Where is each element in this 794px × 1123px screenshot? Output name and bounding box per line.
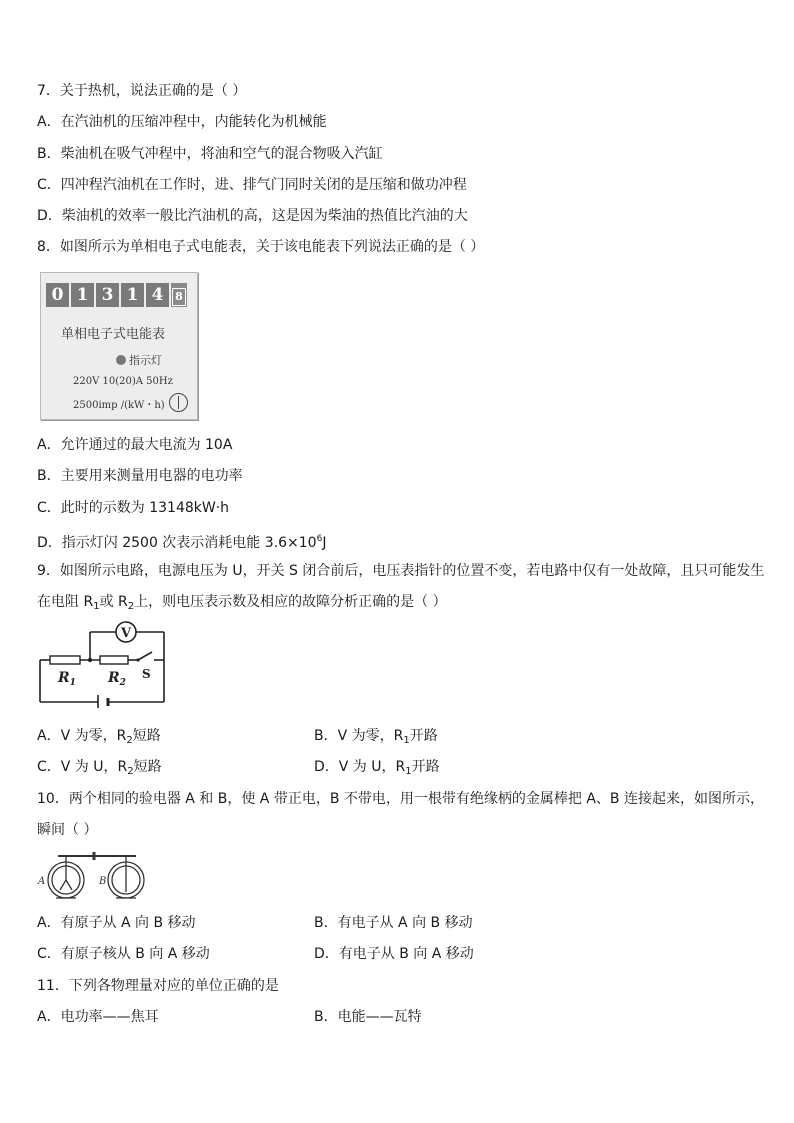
q8-option-b: B．主要用来测量用电器的电功率 xyxy=(37,468,243,484)
q7-option-a: A．在汽油机的压缩冲程中，内能转化为机械能 xyxy=(37,114,327,130)
indicator-lamp-icon xyxy=(116,355,126,365)
meter-digit: 4 xyxy=(146,283,169,307)
q9-option-b: B．V 为零，$R_1$开路 xyxy=(314,728,438,746)
meter-digits xyxy=(46,283,187,307)
phase-symbol-icon xyxy=(169,393,188,412)
meter-digit: 3 xyxy=(96,283,119,307)
q7-option-c: C．四冲程汽油机在工作时，进、排气门同时关闭的是压缩和做功冲程 xyxy=(37,177,467,193)
q8-option-a: A．允许通过的最大电流为 10A xyxy=(37,437,233,453)
resistor-r1-icon xyxy=(50,656,80,664)
q9-stem-line1: 9．如图所示电路，电源电压为 U，开关 S 闭合前后，电压表指针的位置不变，若电路中仅有一处故障，且只可能发生 xyxy=(37,563,765,579)
q9-option-d: D．V 为 U，$R_1$开路 xyxy=(314,759,440,777)
meter-spec-constant: 2500imp /(kW・h) xyxy=(73,400,165,411)
meter-digit: 0 xyxy=(46,283,69,307)
meter-spec-rating: 220V 10(20)A 50Hz xyxy=(73,376,173,387)
q10-option-c: C．有原子核从 B 向 A 移动 xyxy=(37,946,210,962)
electroscope-figure xyxy=(36,848,156,900)
circuit-diagram xyxy=(36,616,170,708)
meter-digit: 1 xyxy=(71,283,94,307)
switch-label: S xyxy=(142,667,151,681)
meter-title: 单相电子式电能表 xyxy=(61,327,166,342)
q9-stem-line2: 在电阻 $R_1$或 $R_2$上，则电压表示数及相应的故障分析正确的是（ ） xyxy=(37,594,447,612)
q9-option-a: A．V 为零，$R_2$短路 xyxy=(37,728,161,746)
indicator-label: 指示灯 xyxy=(129,354,162,367)
q7-stem: 7．关于热机，说法正确的是（ ） xyxy=(37,83,247,99)
electroscope-a-label: A xyxy=(38,876,46,887)
meter-indicator xyxy=(116,352,162,368)
electroscope-b-label: B xyxy=(99,876,107,887)
q9-option-c: C．V 为 U，$R_2$短路 xyxy=(37,759,162,777)
q8-option-c: C．此时的示数为 13148kW·h xyxy=(37,500,230,516)
q10-stem-line2: 瞬间（ ） xyxy=(37,822,98,838)
q11-stem: 11．下列各物理量对应的单位正确的是 xyxy=(37,978,279,994)
q11-option-a: A．电功率——焦耳 xyxy=(37,1009,159,1025)
meter-digit: 1 xyxy=(121,283,144,307)
q8-option-d: D．指示灯闪 2500 次表示消耗电能 $3.6\times 10^6J$ xyxy=(37,534,327,551)
q10-option-d: D．有电子从 B 向 A 移动 xyxy=(314,946,474,962)
q8-stem: 8．如图所示为单相电子式电能表，关于该电能表下列说法正确的是（ ） xyxy=(37,239,485,255)
q10-option-a: A．有原子从 A 向 B 移动 xyxy=(37,915,196,931)
q10-stem-line1: 10．两个相同的验电器 A 和 B，使 A 带正电，B 不带电，用一根带有绝缘柄的金属棒把 A、B 连接起来，如图所示， xyxy=(37,791,764,807)
q10-option-b: B．有电子从 A 向 B 移动 xyxy=(314,915,473,931)
r1-label: $R_1$ xyxy=(58,670,76,688)
voltmeter-label: V xyxy=(120,626,132,641)
q7-option-b: B．柴油机在吸气冲程中，将油和空气的混合物吸入汽缸 xyxy=(37,146,383,162)
r2-label: $R_2$ xyxy=(108,670,126,688)
resistor-r2-icon xyxy=(100,656,128,664)
q11-option-b: B．电能——瓦特 xyxy=(314,1009,422,1025)
meter-digit-decimal: 8 xyxy=(171,283,187,307)
q7-option-d: D．柴油机的效率一般比汽油机的高，这是因为柴油的热值比汽油的大 xyxy=(37,208,468,224)
energy-meter-figure xyxy=(40,272,198,420)
